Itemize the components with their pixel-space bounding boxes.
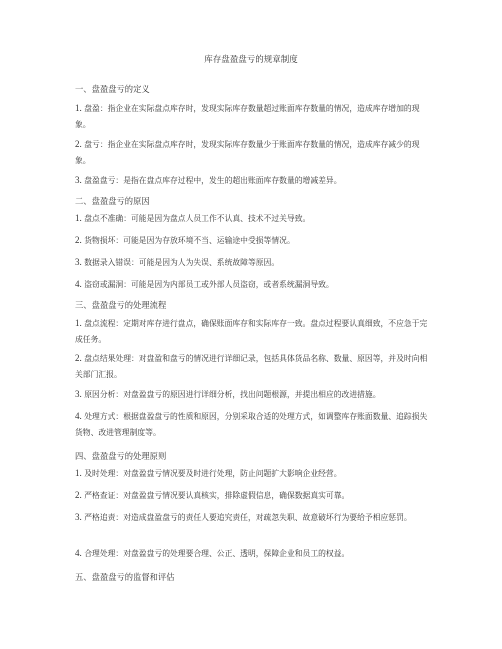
item-text: 货物损坏：可能是因为存放环境不当、运输途中受损等情况。 (84, 236, 295, 245)
item-text: 合理处理：对盘盈盘亏的处理要合理、公正、透明，保障企业和员工的权益。 (84, 549, 350, 558)
section-heading-supervision: 五、盘盈盘亏的监督和评估 (75, 572, 175, 582)
section-heading-causes: 二、盘盈盘亏的原因 (75, 196, 150, 206)
paragraph (75, 315, 430, 348)
item-number: 3. (75, 512, 82, 522)
item-number: 4. (75, 548, 82, 558)
paragraph (75, 100, 430, 133)
paragraph (75, 465, 430, 482)
paragraph (75, 386, 430, 403)
item-number: 2. (75, 490, 82, 500)
item-text: 盘亏：指企业在实际盘点库存时，发现实际库存数量少于账面库存数量的情况，造成库存减少的现象。 (75, 140, 420, 165)
paragraph (75, 172, 430, 189)
paragraph (75, 136, 430, 169)
section-heading-definition: 一、盘盈盘亏的定义 (75, 84, 150, 94)
paragraph (75, 210, 430, 227)
paragraph (75, 545, 430, 562)
paragraph (75, 232, 430, 249)
paragraph (75, 509, 430, 526)
paragraph (75, 408, 430, 441)
paragraph (75, 276, 430, 293)
paragraph (75, 350, 430, 383)
item-number: 3. (75, 389, 82, 399)
section-heading-principles: 四、盘盈盘亏的处理原则 (75, 451, 167, 461)
item-number: 1. (75, 103, 82, 113)
item-text: 原因分析：对盘盈盘亏的原因进行详细分析，找出问题根源，并提出相应的改进措施。 (84, 390, 381, 399)
item-number: 4. (75, 411, 82, 421)
item-text: 盘盈盘亏：是指在盘点库存过程中，发生的超出账面库存数量的增减差异。 (84, 176, 342, 185)
item-text: 盘点流程：定期对库存进行盘点，确保账面库存和实际库存一致。盘点过程要认真细致，不应急于完成任务。 (75, 319, 428, 344)
item-text: 数据录入错误：可能是因为人为失误、系统故障等原因。 (84, 258, 280, 267)
paragraph (75, 487, 430, 504)
item-text: 严格查证：对盘盈盘亏情况要认真核实，排除虚假信息，确保数据真实可靠。 (84, 491, 350, 500)
item-number: 1. (75, 468, 82, 478)
document-title: 库存盘盈盘亏的规章制度 (204, 55, 298, 65)
item-number: 4. (75, 279, 82, 289)
item-number: 2. (75, 235, 82, 245)
item-text: 严格追责：对造成盘盈盘亏的责任人要追究责任，对疏忽失职、故意破坏行为要给予相应惩罚。 (84, 513, 412, 522)
item-text: 盘点结果处理：对盘盈和盘亏的情况进行详细记录，包括具体货品名称、数量、原因等，并及时向相关部门汇报。 (75, 354, 428, 379)
section-heading-process: 三、盘盈盘亏的处理流程 (75, 300, 167, 310)
item-number: 3. (75, 175, 82, 185)
item-text: 盗窃或漏洞：可能是因为内部员工或外部人员盗窃，或者系统漏洞导致。 (84, 280, 334, 289)
item-number: 3. (75, 257, 82, 267)
item-number: 1. (75, 318, 82, 328)
paragraph (75, 254, 430, 271)
item-text: 处理方式：根据盘盈盘亏的性质和原因，分别采取合适的处理方式，如调整库存账面数量、追踪损失货物、改进管理制度等。 (75, 412, 428, 437)
item-number: 2. (75, 353, 82, 363)
item-text: 盘盈：指企业在实际盘点库存时，发现实际库存数量超过账面库存数量的情况，造成库存增加的现象。 (75, 104, 420, 129)
item-number: 2. (75, 139, 82, 149)
item-text: 盘点不准确：可能是因为盘点人员工作不认真、技术不过关导致。 (84, 214, 311, 223)
item-number: 1. (75, 213, 82, 223)
item-text: 及时处理：对盘盈盘亏情况要及时进行处理，防止问题扩大影响企业经营。 (84, 469, 342, 478)
